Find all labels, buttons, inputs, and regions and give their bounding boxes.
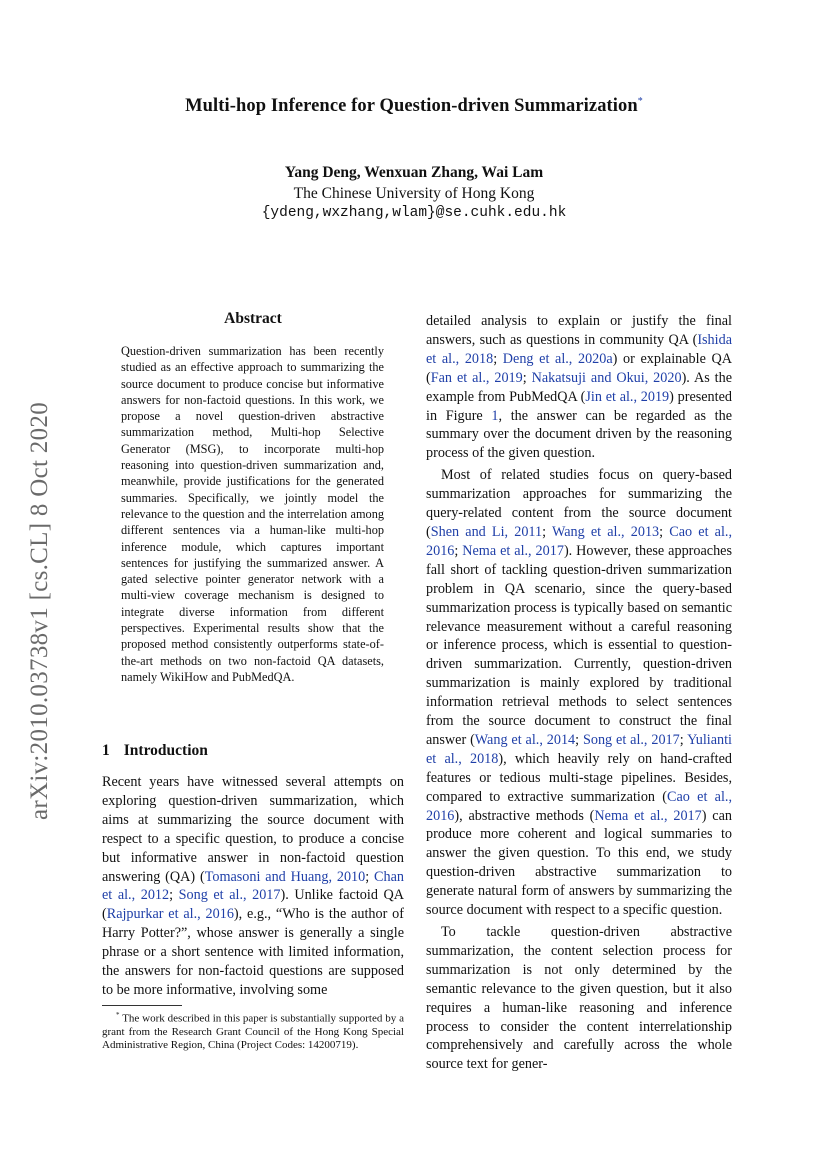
citation-link[interactable]: Rajpurkar et al., 2016 [106,906,234,923]
footnote: * The work described in this paper is substantially supported by a grant from the Research Grant Council of the Hong Kong Special Administrative Region, China (Project Codes: 14200719). [102,1011,404,1052]
section-heading-introduction [102,742,208,760]
citation-link[interactable]: Nakatsuji and Okui, 2020 [531,369,682,386]
intro-paragraph-3: Most of related studies focus on query-based summarization approaches for summarizing the query-related content from the source document (Shen and Li, 2011; Wang et al., 2013; Cao et al., 2016; Nema et al., 2017). However, these approaches fall short of tackling question-driven summarization problem in QA scenario, since the query-based summarization process is typically based on semantic relevance measurement without a careful reasoning or inference process, which is essential to question-driven summarization. Currently, question-driven summarization is mainly explored by traditional information retrieval methods to select sentences from the source document to construct the final answer (Wang et al., 2014; Song et al., 2017; Yulianti et al., 2018), which heavily rely on hand-crafted features or tedious multi-stage pipelines. Besides, compared to extractive summarization (Cao et al., 2016), abstractive methods (Nema et al., 2017) can produce more coherent and logical summaries to answer the given question. To this end, we study question-driven abstractive summarization to generate natural form of answers by summarizing the source document with respect to a specific question. [426,467,733,919]
citation-link[interactable]: Cao et al., 2016 [426,523,733,559]
citation-link[interactable]: Nema et al., 2017 [462,542,564,559]
section-title: Introduction [123,742,208,759]
right-column [426,312,732,1074]
affiliation: The Chinese University of Hong Kong [293,185,535,202]
arxiv-sidebar [20,376,60,846]
citation-link[interactable]: Shen and Li, 2011 [430,523,543,540]
footnote-divider [102,1005,182,1006]
citation-link[interactable]: Jin et al., 2019 [585,388,670,405]
arxiv-identifier: arXiv:2010.03738v1 [cs.CL] 8 Oct 2020 [26,402,53,820]
citation-link[interactable]: Tomasoni and Huang, 2010 [204,868,366,885]
citation-link[interactable]: Chan et al., 2012 [102,868,404,904]
citation-link[interactable]: Deng et al., 2020a [502,350,613,367]
citation-link[interactable]: Ishida et al., 2018 [426,331,732,367]
intro-paragraph-2: detailed analysis to explain or justify the final answers, such as questions in community QA (Ishida et al., 2018; Deng et al., 2020a) or explainable QA (Fan et al., 2019; Nakatsuji and Okui, 2020). As the example from PubMedQA (Jin et al., 2019) presented in Figure 1, the answer can be regarded as the summary over the document driven by the reasoning process of the given question. [426,313,733,462]
paper-title: Multi-hop Inference for Question-driven Summarization* [185,96,643,116]
title-footnote-mark[interactable]: * [637,96,643,107]
citation-link[interactable]: Song et al., 2017 [582,731,680,748]
abstract-heading: Abstract [224,310,282,327]
footnote-mark: * [116,1011,120,1019]
citation-link[interactable]: Wang et al., 2013 [551,523,660,540]
citation-link[interactable]: Cao et al., 2016 [426,788,732,824]
citation-link[interactable]: Nema et al., 2017 [594,807,702,824]
intro-paragraph-1: Recent years have witnessed several attempts on exploring question-driven summarization, which aims at summarizing the source document with respect to a specific question, to produce a concise but informative answer in non-factoid question answering (QA) (Tomasoni and Huang, 2010; Chan et al., 2012; Song et al., 2017). Unlike factoid QA (Rajpurkar et al., 2016), e.g., “Who is the author of Harry Potter?”, whose answer is generally a single phrase or a short sentence with limited information, the answers for non-factoid questions are supposed to be more informative, involving some [102,774,404,998]
section-number: 1 [102,742,110,759]
intro-paragraph-4: To tackle question-driven abstractive summarization, the content selection process for summarization is not only determined by the semantic relevance to the given question, but it also requires a human-like reasoning and inference process to consider the content interrelationship comprehensively and carefully across the whole source text for gener- [426,924,732,1073]
author-email: {ydeng,wxzhang,wlam}@se.cuhk.edu.hk [261,205,567,221]
author-list: Yang Deng, Wenxuan Zhang, Wai Lam [284,164,544,181]
citation-link[interactable]: Fan et al., 2019 [430,369,523,386]
citation-link[interactable]: Song et al., 2017 [178,887,281,904]
abstract-text: Question-driven summarization has been recently studied as an effective approach to summarizing the source document to produce concise but informative answers for non-factoid questions. In this work, we propose a novel question-driven abstractive summarization method, Multi-hop Selective Generator (MSG), to incorporate multi-hop reasoning into question-driven summarization and, meanwhile, provide justifications for the generated summaries. Specifically, we jointly model the relevance to the question and the interrelation among different sentences via a human-like multi-hop inference module, which captures important sentences for justifying the summarized answer. A gated selective pointer generator network with a multi-view coverage mechanism is designed to integrate diverse information from different perspectives. Experimental results show that the proposed method consistently outperforms state-of-the-art methods on two non-factoid QA datasets, namely WikiHow and PubMedQA. [121,344,384,684]
citation-link[interactable]: Yulianti et al., 2018 [426,731,732,767]
citation-link[interactable]: Wang et al., 2014 [474,731,576,748]
figure-reference-link[interactable]: 1 [491,407,499,424]
